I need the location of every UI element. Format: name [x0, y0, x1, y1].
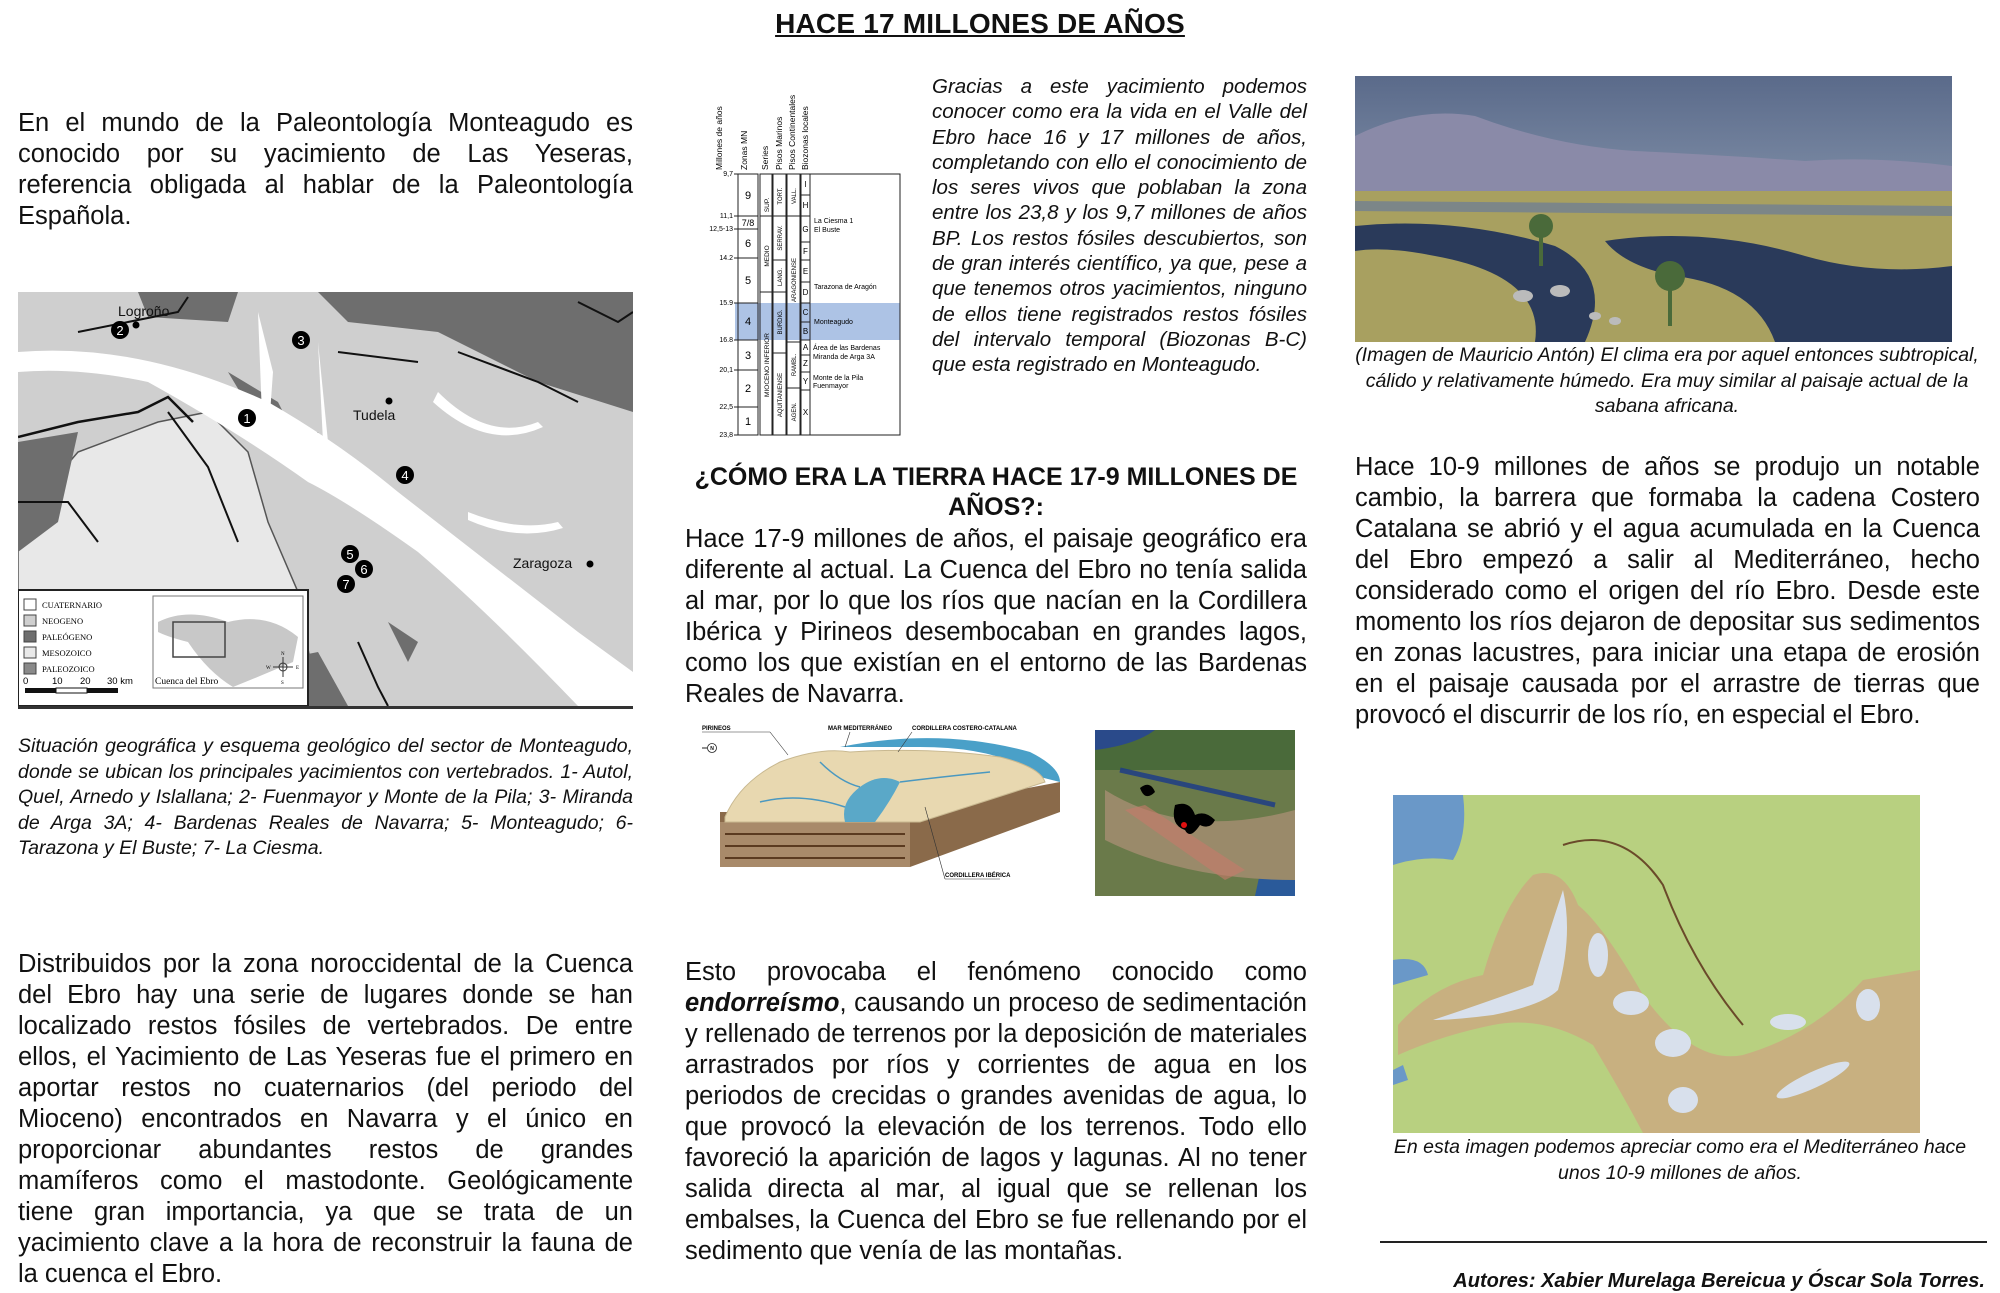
landscape-painting-figure — [1355, 76, 1952, 342]
biozone-label: B — [802, 327, 809, 336]
marine-lang: LANG. — [778, 267, 784, 287]
biozone-label: C — [802, 308, 809, 317]
svg-text:S: S — [281, 681, 284, 686]
scale-tick-10: 10 — [52, 676, 63, 687]
mn-zone-label: 3 — [744, 350, 752, 362]
intro-paragraph: En el mundo de la Paleontología Monteagudo es conocido por su yacimiento de Las Yeseras, referencia obligada al hablar de la Paleontología Española. — [18, 109, 633, 230]
svg-text:W: W — [266, 666, 271, 671]
legend-swatch — [24, 599, 36, 610]
svg-text:7: 7 — [342, 577, 350, 592]
block-diagram — [700, 722, 1075, 900]
mn-zone-label: 6 — [744, 238, 752, 250]
distribution-paragraph: Distribuidos por la zona noroccidental de la Cuenca del Ebro hay una serie de lugares donde se han localizado restos fósiles de vertebrados. De entre ellos, el Yacimiento de Las Yeseras fue el primero en aportar restos no cuaternarios (del periodo del Mioceno) encontrados en Navarra y el único en proporcionar abundantes restos de grandes mamíferos como el mastodonte. Geológicamente tiene gran importancia, ya que se trata de un yacimiento clave a la hora de reconstruir la fauna de la cuenca el Ebro. — [18, 950, 633, 1288]
age-tick-label: 16.8 — [719, 337, 733, 344]
mn-zone-label: 7/8 — [741, 218, 755, 228]
scale-bar — [25, 688, 118, 693]
locality-bardenas: Área de las Bardenas — [813, 345, 881, 352]
label-cordillera-iberica: CORDILLERA IBÉRICA — [945, 873, 1011, 879]
endorreismo-intro: Esto provocaba el fenómeno conocido como — [685, 958, 1307, 986]
gracias-paragraph: Gracias a este yacimiento podemos conocer como era la vida en el Valle del Ebro hace 16 y 17 millones de años, completando con ello el conocimiento de los seres vivos que poblaban la zona entre los 23,8 y los 9,7 millones de años BP. Los restos fósiles descubiertos, son de gran interés científico, ya que, pese a que tenemos otros yacimientos, ninguno de ellos tiene registrados restos fósiles del intervalo temporal (Biozonas B-C) que esta registrado en Monteagudo. — [932, 75, 1307, 377]
locality-la-ciesma: La Ciesma 1 — [814, 218, 854, 225]
site-marker-2 — [111, 321, 129, 339]
svg-text:4: 4 — [401, 468, 409, 483]
continental-agen: AGEN. — [792, 402, 798, 422]
biozone-label: Y — [802, 377, 809, 386]
scale-tick-20: 20 — [80, 676, 91, 687]
continental-rambl: RAMBL. — [792, 353, 798, 377]
legend-label: PALEOZOICO — [42, 664, 95, 674]
svg-text:N: N — [281, 652, 285, 657]
stratigraphic-chart-figure — [705, 70, 915, 440]
legend-label: CUATERNARIO — [42, 600, 102, 610]
svg-text:E: E — [296, 666, 300, 671]
painting-caption: (Imagen de Mauricio Antón) El clima era por aquel entonces subtropical, cálido y relativamente húmedo. Era muy similar al paisaje actual de la sabana africana. — [1355, 344, 1979, 417]
endorreismo-term: endorreísmo — [685, 989, 840, 1017]
site-marker-5 — [341, 545, 359, 563]
geological-map-caption: Situación geográfica y esquema geológico del sector de Monteagudo, donde se ubican los principales yacimientos con vertebrados. 1- Autol, Quel, Arnedo y Islallana; 2- Fuenmayor y Monte de la Pila; 3- Miranda de Arga 3A; 4- Bardenas Reales de Navarra; 5- Monteagudo; 6- Tarazona y El Buste; 7- La Ciesma. — [18, 735, 633, 859]
marine-aquitaniense: AQUITANIENSE — [778, 372, 784, 418]
divider-line — [1380, 1241, 1987, 1243]
geological-map-figure — [18, 292, 633, 706]
site-marker-4 — [396, 466, 414, 484]
legend-label: MESOZOICO — [42, 648, 92, 658]
locality-el-buste: El Buste — [814, 227, 841, 234]
header-pisos-marinos: Pisos Marinos — [774, 116, 784, 170]
header-biozonas: Biozonas locales — [800, 106, 810, 170]
page-title: HACE 17 MILLONES DE AÑOS — [775, 8, 1185, 39]
endorreismo-paragraph — [685, 957, 1307, 1267]
mn-zone-label: 4 — [744, 316, 752, 328]
legend-swatch — [24, 615, 36, 626]
svg-text:2: 2 — [116, 323, 124, 338]
age-tick-label: 11,1 — [719, 213, 733, 220]
age-tick-label: 14.2 — [719, 255, 733, 262]
age-tick-label: 12,5-13 — [709, 226, 733, 233]
satellite-map-figure — [1095, 730, 1295, 896]
svg-text:3: 3 — [297, 333, 305, 348]
svg-text:N: N — [710, 746, 714, 752]
mn-zone-label: 2 — [744, 383, 752, 395]
legend-swatch — [24, 663, 36, 674]
header-zonas-mn: Zonas MN — [739, 130, 749, 170]
marine-burdig: BURDIG. — [778, 309, 784, 335]
mediterranean-map-caption: En esta imagen podemos apreciar como era el Mediterráneo hace unos 10-9 millones de años. — [1393, 1136, 1967, 1184]
landscape-painting — [1355, 76, 1952, 342]
continental-aragoniense: ARAGONIENSE — [792, 257, 798, 303]
map-legend — [18, 590, 308, 706]
age-tick-label: 23,8 — [719, 432, 733, 439]
ebro-origin-paragraph: Hace 10-9 millones de años se produjo un notable cambio, la barrera que formaba la cadena Costero Catalana se abrió y el agua acumulada en la Cuenca del Ebro empezó a salir al Mediterráneo, hecho considerado como el origen del río Ebro. Desde este momento los ríos dejaron de depositar sus sedimentos en zonas lacustres, para iniciar una etapa de erosión en el paisaje causada por el arrastre de tierras que provocó el discurrir de los río, en especial el Ebro. — [1355, 453, 1980, 729]
biozone-label: A — [802, 343, 809, 352]
age-tick-label: 9,7 — [723, 171, 733, 178]
scale-tick-30: 30 km — [107, 676, 133, 687]
scale-tick-0: 0 — [23, 676, 29, 687]
age-tick-label: 20,1 — [719, 367, 733, 374]
site-marker-1 — [238, 409, 256, 427]
site-marker-3 — [292, 331, 310, 349]
section-heading: ¿CÓMO ERA LA TIERRA HACE 17-9 MILLONES DE AÑOS?: — [694, 463, 1298, 521]
header-millones: Millones de años — [714, 106, 724, 170]
series-mioceno-inferior: MIOCENO INFERIOR — [764, 333, 771, 397]
city-label-logrono: Logroño — [118, 303, 170, 319]
label-costero-catalana: CORDILLERA COSTERO-CATALANA — [912, 726, 1017, 732]
biozone-label: H — [802, 201, 809, 210]
marine-serrav: SERRAV. — [778, 225, 784, 251]
locality-monteagudo: Monteagudo — [814, 319, 853, 326]
svg-text:6: 6 — [360, 562, 368, 577]
inset-label: Cuenca del Ebro — [155, 677, 219, 687]
inset-map — [153, 596, 303, 688]
mn-zone-label: 5 — [744, 275, 752, 287]
site-marker-7 — [337, 575, 355, 593]
marine-tort: TORT. — [778, 187, 784, 205]
satellite-map — [1095, 730, 1295, 896]
geological-map — [18, 292, 633, 709]
biozone-label: Z — [803, 359, 808, 368]
legend-label: PALEÓGENO — [42, 632, 93, 642]
biozone-label: F — [803, 247, 808, 256]
legend-swatch — [24, 647, 36, 658]
svg-text:1: 1 — [243, 411, 251, 426]
block-diagram-figure — [700, 722, 1075, 900]
city-label-zaragoza: Zaragoza — [513, 555, 573, 571]
biozone-label: X — [802, 408, 809, 417]
label-pirineos: PIRINEOS — [702, 726, 731, 732]
legend-label: NEOGENO — [42, 616, 84, 626]
mediterranean-relief-map-figure — [1393, 795, 1920, 1133]
biozone-label: G — [802, 225, 809, 234]
mn-zone-label: 9 — [744, 190, 752, 202]
age-tick-label: 22,5 — [719, 404, 733, 411]
series-medio: MEDIO — [764, 245, 771, 267]
biozone-label: I — [804, 180, 807, 189]
locality-monte-pila: Monte de la Pila — [813, 375, 864, 382]
header-pisos-continentales: Pisos Continentales — [787, 94, 797, 170]
authors-credit: Autores: Xabier Murelaga Bereicua y Óscar Sola Torres. — [1453, 1270, 1985, 1292]
locality-fuenmayor: Fuenmayor — [813, 383, 849, 390]
age-tick-label: 15.9 — [719, 300, 733, 307]
series-sup: SUP. — [764, 197, 771, 213]
header-series: Series — [760, 145, 770, 170]
continental-vall: VALL. — [792, 188, 798, 204]
landscape-paragraph: Hace 17-9 millones de años, el paisaje geográfico era diferente al actual. La Cuenca del Ebro no tenía salida al mar, por lo que los ríos que nacían en la Cordillera Ibérica y Pirineos desembocaban en grandes lagos, como los que existían en el entorno de las Bardenas Reales de Navarra. — [685, 525, 1307, 708]
locality-tarazona: Tarazona de Aragón — [814, 284, 877, 291]
svg-text:5: 5 — [346, 547, 354, 562]
biozone-label: E — [802, 267, 809, 276]
site-marker-6 — [355, 560, 373, 578]
locality-miranda: Miranda de Arga 3A — [813, 354, 875, 361]
mediterranean-relief-map — [1393, 795, 1920, 1133]
mn-zone-label: 1 — [744, 416, 752, 428]
legend-swatch — [24, 631, 36, 642]
stratigraphic-chart — [705, 70, 915, 440]
city-label-tudela: Tudela — [353, 407, 396, 423]
endorreismo-rest: , causando un proceso de sedimentación y rellenado de terrenos por la deposición de materiales arrastrados por ríos y corrientes de agua en los periodos de crecidas o grandes avenidas de agua, lo que provocó la elevación de los terrenos. Todo ello favoreció la aparición de lagos y lagunas. Al no tener salida directa al mar, al igual que se rellenan los embalses, la Cuenca del Ebro se fue rellenando por el sedimento que venía de las montañas. — [685, 989, 1307, 1265]
label-mar-mediterraneo: MAR MEDITERRÁNEO — [828, 726, 892, 732]
biozone-label: D — [802, 288, 809, 297]
